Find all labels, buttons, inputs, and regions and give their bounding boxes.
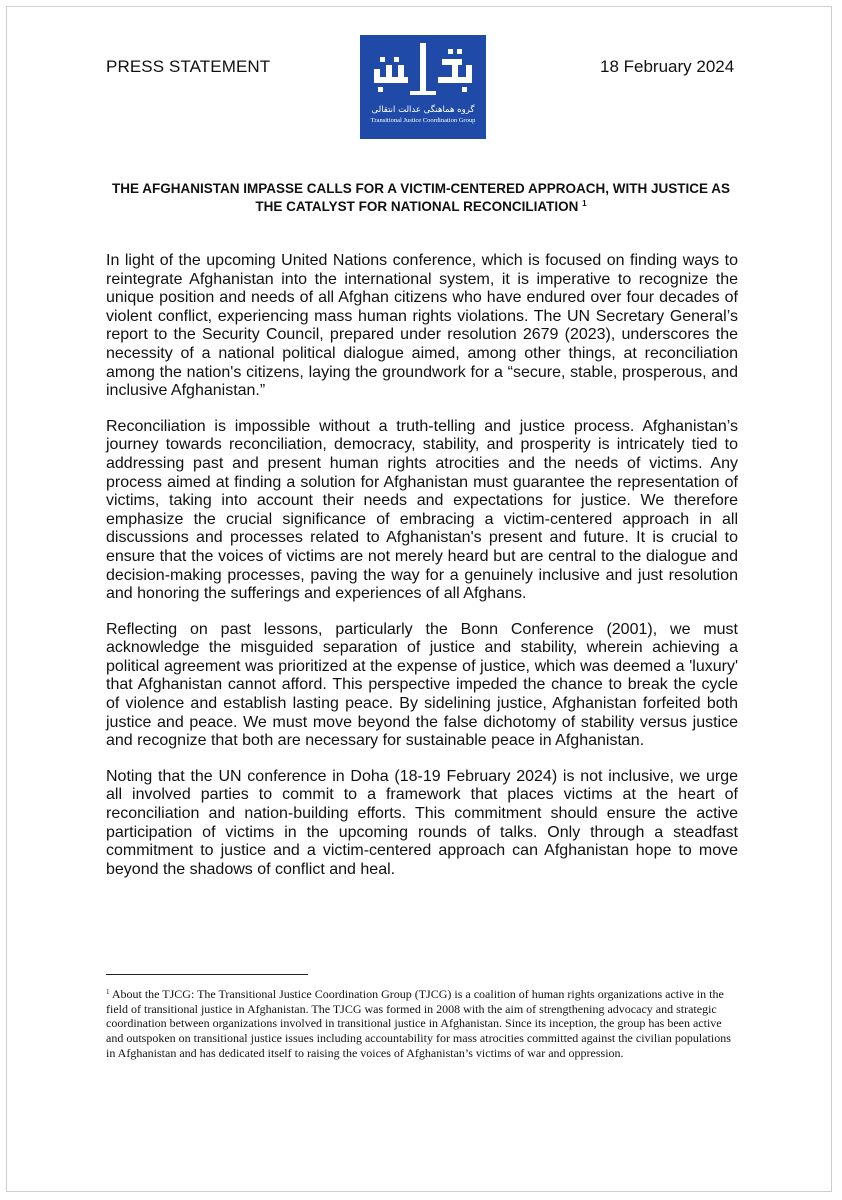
logo-native-text: گروه هماهنگی عدالت انتقالی bbox=[371, 105, 475, 115]
page-title bbox=[110, 180, 732, 216]
paragraph-1: In light of the upcoming United Nations conference, which is focused on finding ways to reintegrate Afghanistan into the international system, it is imperative to recognize the unique position and needs of all Afghan citizens who have endured over four decades of violent conflict, experiencing mass human rights violations. The UN Secretary General’s report to the Security Council, prepared under resolution 2679 (2023), underscores the necessity of a national political dialogue aimed, among other things, at reconciliation among the nation's citizens, laying the groundwork for a “secure, stable, prosperous, and inclusive Afghanistan.” bbox=[106, 252, 738, 400]
statement-date: 18 February 2024 bbox=[600, 57, 735, 76]
statement-body bbox=[106, 252, 738, 896]
paragraph-3: Reflecting on past lessons, particularly the Bonn Conference (2001), we must acknowledge the misguided separation of justice and stability, wherein achieving a political agreement was prioritized at the expense of justice, which was deemed a 'luxury' that Afghanistan cannot afford. This perspective impeded the chance to break the cycle of violence and establish lasting peace. By sidelining justice, Afghanistan forfeited both justice and peace. We must move beyond the false dichotomy of stability versus justice and recognize that both are necessary for sustainable peace in Afghanistan. bbox=[106, 620, 738, 750]
title-text: THE AFGHANISTAN IMPASSE CALLS FOR A VICTIM-CENTERED APPROACH, WITH JUSTICE AS THE CATALYST FOR NATIONAL RECONCILIATION bbox=[111, 181, 730, 214]
footnote bbox=[106, 987, 738, 1061]
logo-english-text: Transitional Justice Coordination Group bbox=[370, 117, 476, 124]
footnote-divider bbox=[106, 974, 308, 975]
press-statement-label: PRESS STATEMENT bbox=[106, 57, 271, 76]
title-footnote-ref: 1 bbox=[582, 199, 587, 208]
footnote-text: About the TJCG: The Transitional Justice Coordination Group (TJCG) is a coalition of human rights organizations active in the field of transitional justice in Afghanistan. The TJCG was formed in 2008 with the aim of strengthening advocacy and strategic coordination between organizations involved in transitional justice in Afghanistan. Since its inception, the group has been active and outspoken on transitional justice issues including accountability for mass atrocities committed against the civilian populations in Afghanistan and has dedicated itself to raising the voices of Afghanistan’s victims of war and oppression. bbox=[106, 987, 731, 1060]
tjcg-logo bbox=[360, 35, 486, 139]
footnote-marker: 1 bbox=[106, 988, 110, 996]
paragraph-2: Reconciliation is impossible without a truth-telling and justice process. Afghanistan’s journey towards reconciliation, democracy, stability, and prosperity is intricately tied to addressing past and present human rights atrocities and the needs of victims. Any process aimed at finding a solution for Afghanistan must guarantee the representation of victims, taking into account their needs and expectations for justice. We therefore emphasize the crucial significance of embracing a victim-centered approach in all discussions and processes related to Afghanistan's present and future. It is crucial to ensure that the voices of victims are not merely heard but are central to the dialogue and decision-making processes, paving the way for a genuinely inclusive and just resolution and honoring the sufferings and experiences of all Afghans. bbox=[106, 417, 738, 603]
paragraph-4: Noting that the UN conference in Doha (18-19 February 2024) is not inclusive, we urge all involved parties to commit to a framework that places victims at the heart of reconciliation and nation-building efforts. This commitment should ensure the active participation of victims in the upcoming rounds of talks. Only through a steadfast commitment to justice and a victim-centered approach can Afghanistan hope to move beyond the shadows of conflict and heal. bbox=[106, 767, 738, 878]
